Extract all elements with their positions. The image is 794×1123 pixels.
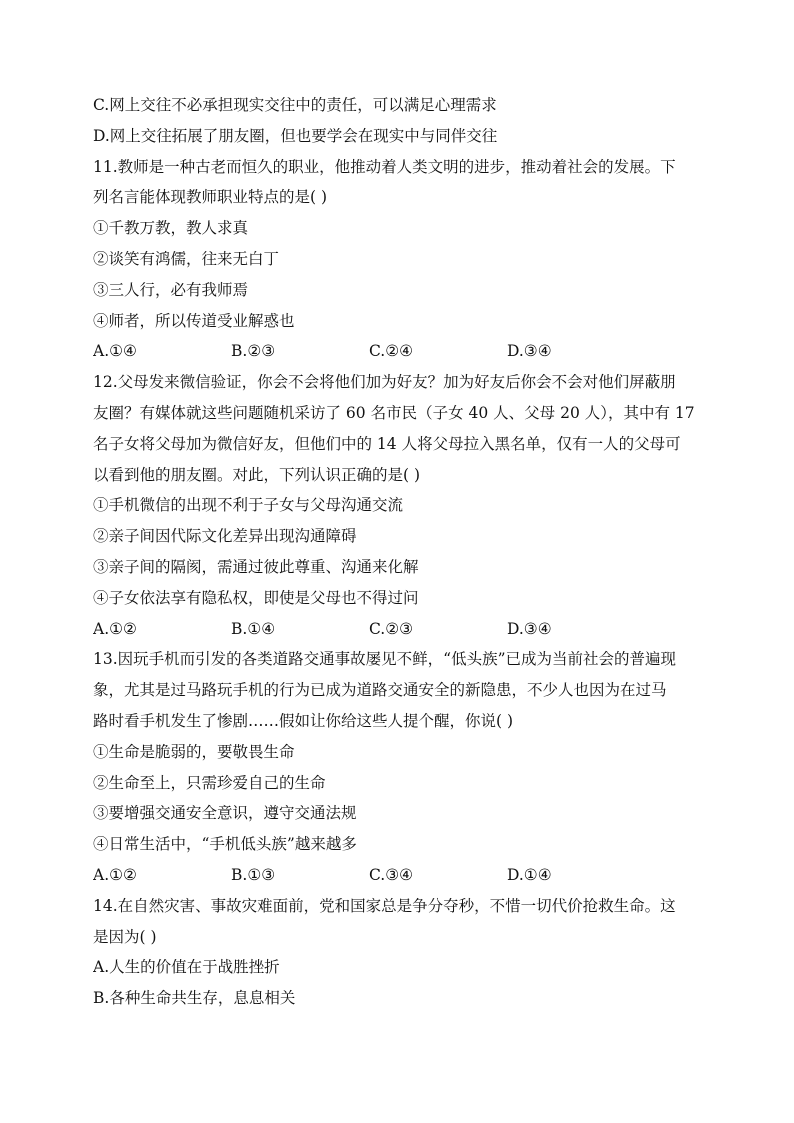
text-line: ①生命是脆弱的，要敬畏生命 xyxy=(93,742,295,761)
text-line: ③三人行，必有我师焉 xyxy=(93,280,249,299)
text-line: 11.教师是一种古老而恒久的职业，他推动着人类文明的进步，推动着社会的发展。下 xyxy=(93,157,676,176)
text-line: 友圈？有媒体就这些问题随机采访了 60 名市民（子女 40 人、父母 20 人），其中有 17 xyxy=(93,403,695,422)
text-line: 是因为( ) xyxy=(93,927,157,946)
text-line: C.网上交往不必承担现实交往中的责任，可以满足心理需求 xyxy=(93,96,497,114)
answer-options xyxy=(93,614,701,645)
answer-options xyxy=(93,860,701,891)
text-line: ③要增强交通安全意识，遵守交通法规 xyxy=(93,804,357,823)
answer-option: C.②③ xyxy=(369,619,414,638)
text-line: 以看到他的朋友圈。对此，下列认识正确的是( ) xyxy=(93,465,421,484)
text-line: 路时看手机发生了惨剧……假如让你给这些人提个醒，你说( ) xyxy=(93,711,514,730)
answer-option: D.①④ xyxy=(507,865,552,884)
text-line: 13.因玩手机而引发的各类道路交通事故屡见不鲜，“低头族”已成为当前社会的普遍现 xyxy=(93,650,677,669)
text-line: 名子女将父母加为微信好友，但他们中的 14 人将父母拉入黑名单，仅有一人的父母可 xyxy=(93,434,681,453)
answer-option: B.①③ xyxy=(231,865,276,884)
answer-option: D.③④ xyxy=(507,342,552,361)
text-line: ①千教万教，教人求真 xyxy=(93,219,249,238)
text-line: A.人生的价值在于战胜挫折 xyxy=(93,958,280,977)
answer-option: B.②③ xyxy=(231,342,276,361)
text-line: ④日常生活中，“手机低头族”越来越多 xyxy=(93,835,357,854)
text-line: ③亲子间的隔阂，需通过彼此尊重、沟通来化解 xyxy=(93,557,419,576)
answer-options xyxy=(93,336,701,367)
answer-option: C.②④ xyxy=(369,342,414,361)
answer-option: B.①④ xyxy=(231,619,276,638)
text-line: 象，尤其是过马路玩手机的行为已成为道路交通安全的新隐患，不少人也因为在过马 xyxy=(93,681,667,700)
answer-option: D.③④ xyxy=(507,619,552,638)
text-line: ④子女依法享有隐私权，即使是父母也不得过问 xyxy=(93,588,419,607)
text-line: 12.父母发来微信验证，你会不会将他们加为好友？加为好友后你会不会对他们屏蔽朋 xyxy=(93,373,676,392)
answer-option: A.①② xyxy=(93,865,137,884)
text-line: ①手机微信的出现不利于子女与父母沟通交流 xyxy=(93,496,404,515)
text-line: 14.在自然灾害、事故灾难面前，党和国家总是争分夺秒，不惜一切代价抢救生命。这 xyxy=(93,896,676,915)
text-line: ②亲子间因代际文化差异出现沟通障碍 xyxy=(93,527,357,546)
answer-option: A.①④ xyxy=(93,342,137,361)
answer-option: A.①② xyxy=(93,619,137,638)
text-line: ④师者，所以传道受业解惑也 xyxy=(93,311,295,330)
text-line: D.网上交往拓展了朋友圈，但也要学会在现实中与同伴交往 xyxy=(93,126,498,145)
text-line: B.各种生命共生存，息息相关 xyxy=(93,989,296,1008)
text-line: ②生命至上，只需珍爱自己的生命 xyxy=(93,773,326,792)
answer-option: C.③④ xyxy=(369,865,414,884)
text-line: ②谈笑有鸿儒，往来无白丁 xyxy=(93,249,280,268)
text-line: 列名言能体现教师职业特点的是( ) xyxy=(93,188,328,207)
